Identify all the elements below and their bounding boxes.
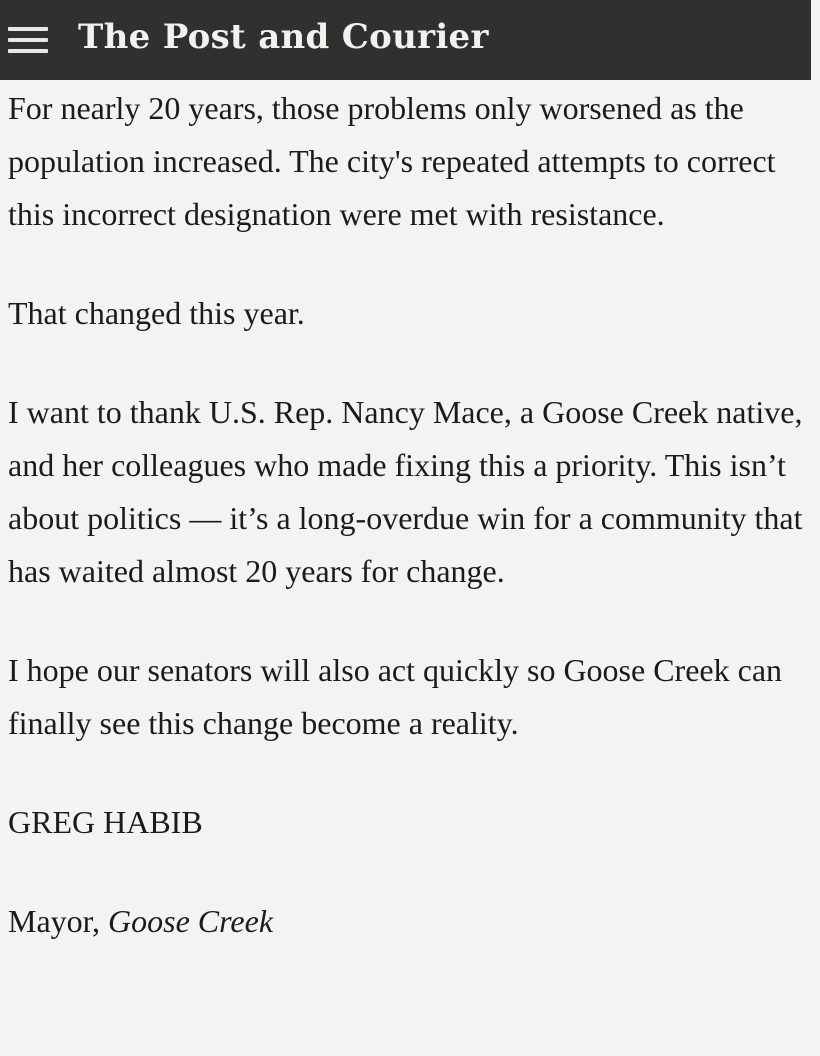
hamburger-menu-button[interactable]: [8, 20, 48, 60]
article-paragraph: I hope our senators will also act quickly so Goose Creek can finally see this change become a reality.: [8, 652, 783, 741]
hamburger-menu-icon-line: [8, 27, 48, 31]
article-body: [8, 82, 808, 994]
site-header: [0, 0, 811, 80]
hamburger-menu-icon-line: [8, 38, 48, 42]
hamburger-menu-icon-line: [8, 49, 48, 53]
author-title: Mayor,: [8, 903, 109, 939]
article-paragraph: For nearly 20 years, those problems only worsened as the population increased. The city's repeated attempts to correct this incorrect designation were met with resistance.: [8, 90, 776, 232]
author-role: [8, 895, 808, 948]
author-name: GREG HABIB: [8, 804, 203, 840]
site-logo[interactable]: The Post and Courier: [78, 17, 489, 57]
article-paragraph: I want to thank U.S. Rep. Nancy Mace, a Goose Creek native, and her colleagues who made fixing this a priority. This isn’t about politics — it’s a long-overdue win for a community that has waited almost 20 years for change.: [8, 394, 803, 589]
author-place: Goose Creek: [108, 903, 274, 939]
article-paragraph: That changed this year.: [8, 295, 305, 331]
